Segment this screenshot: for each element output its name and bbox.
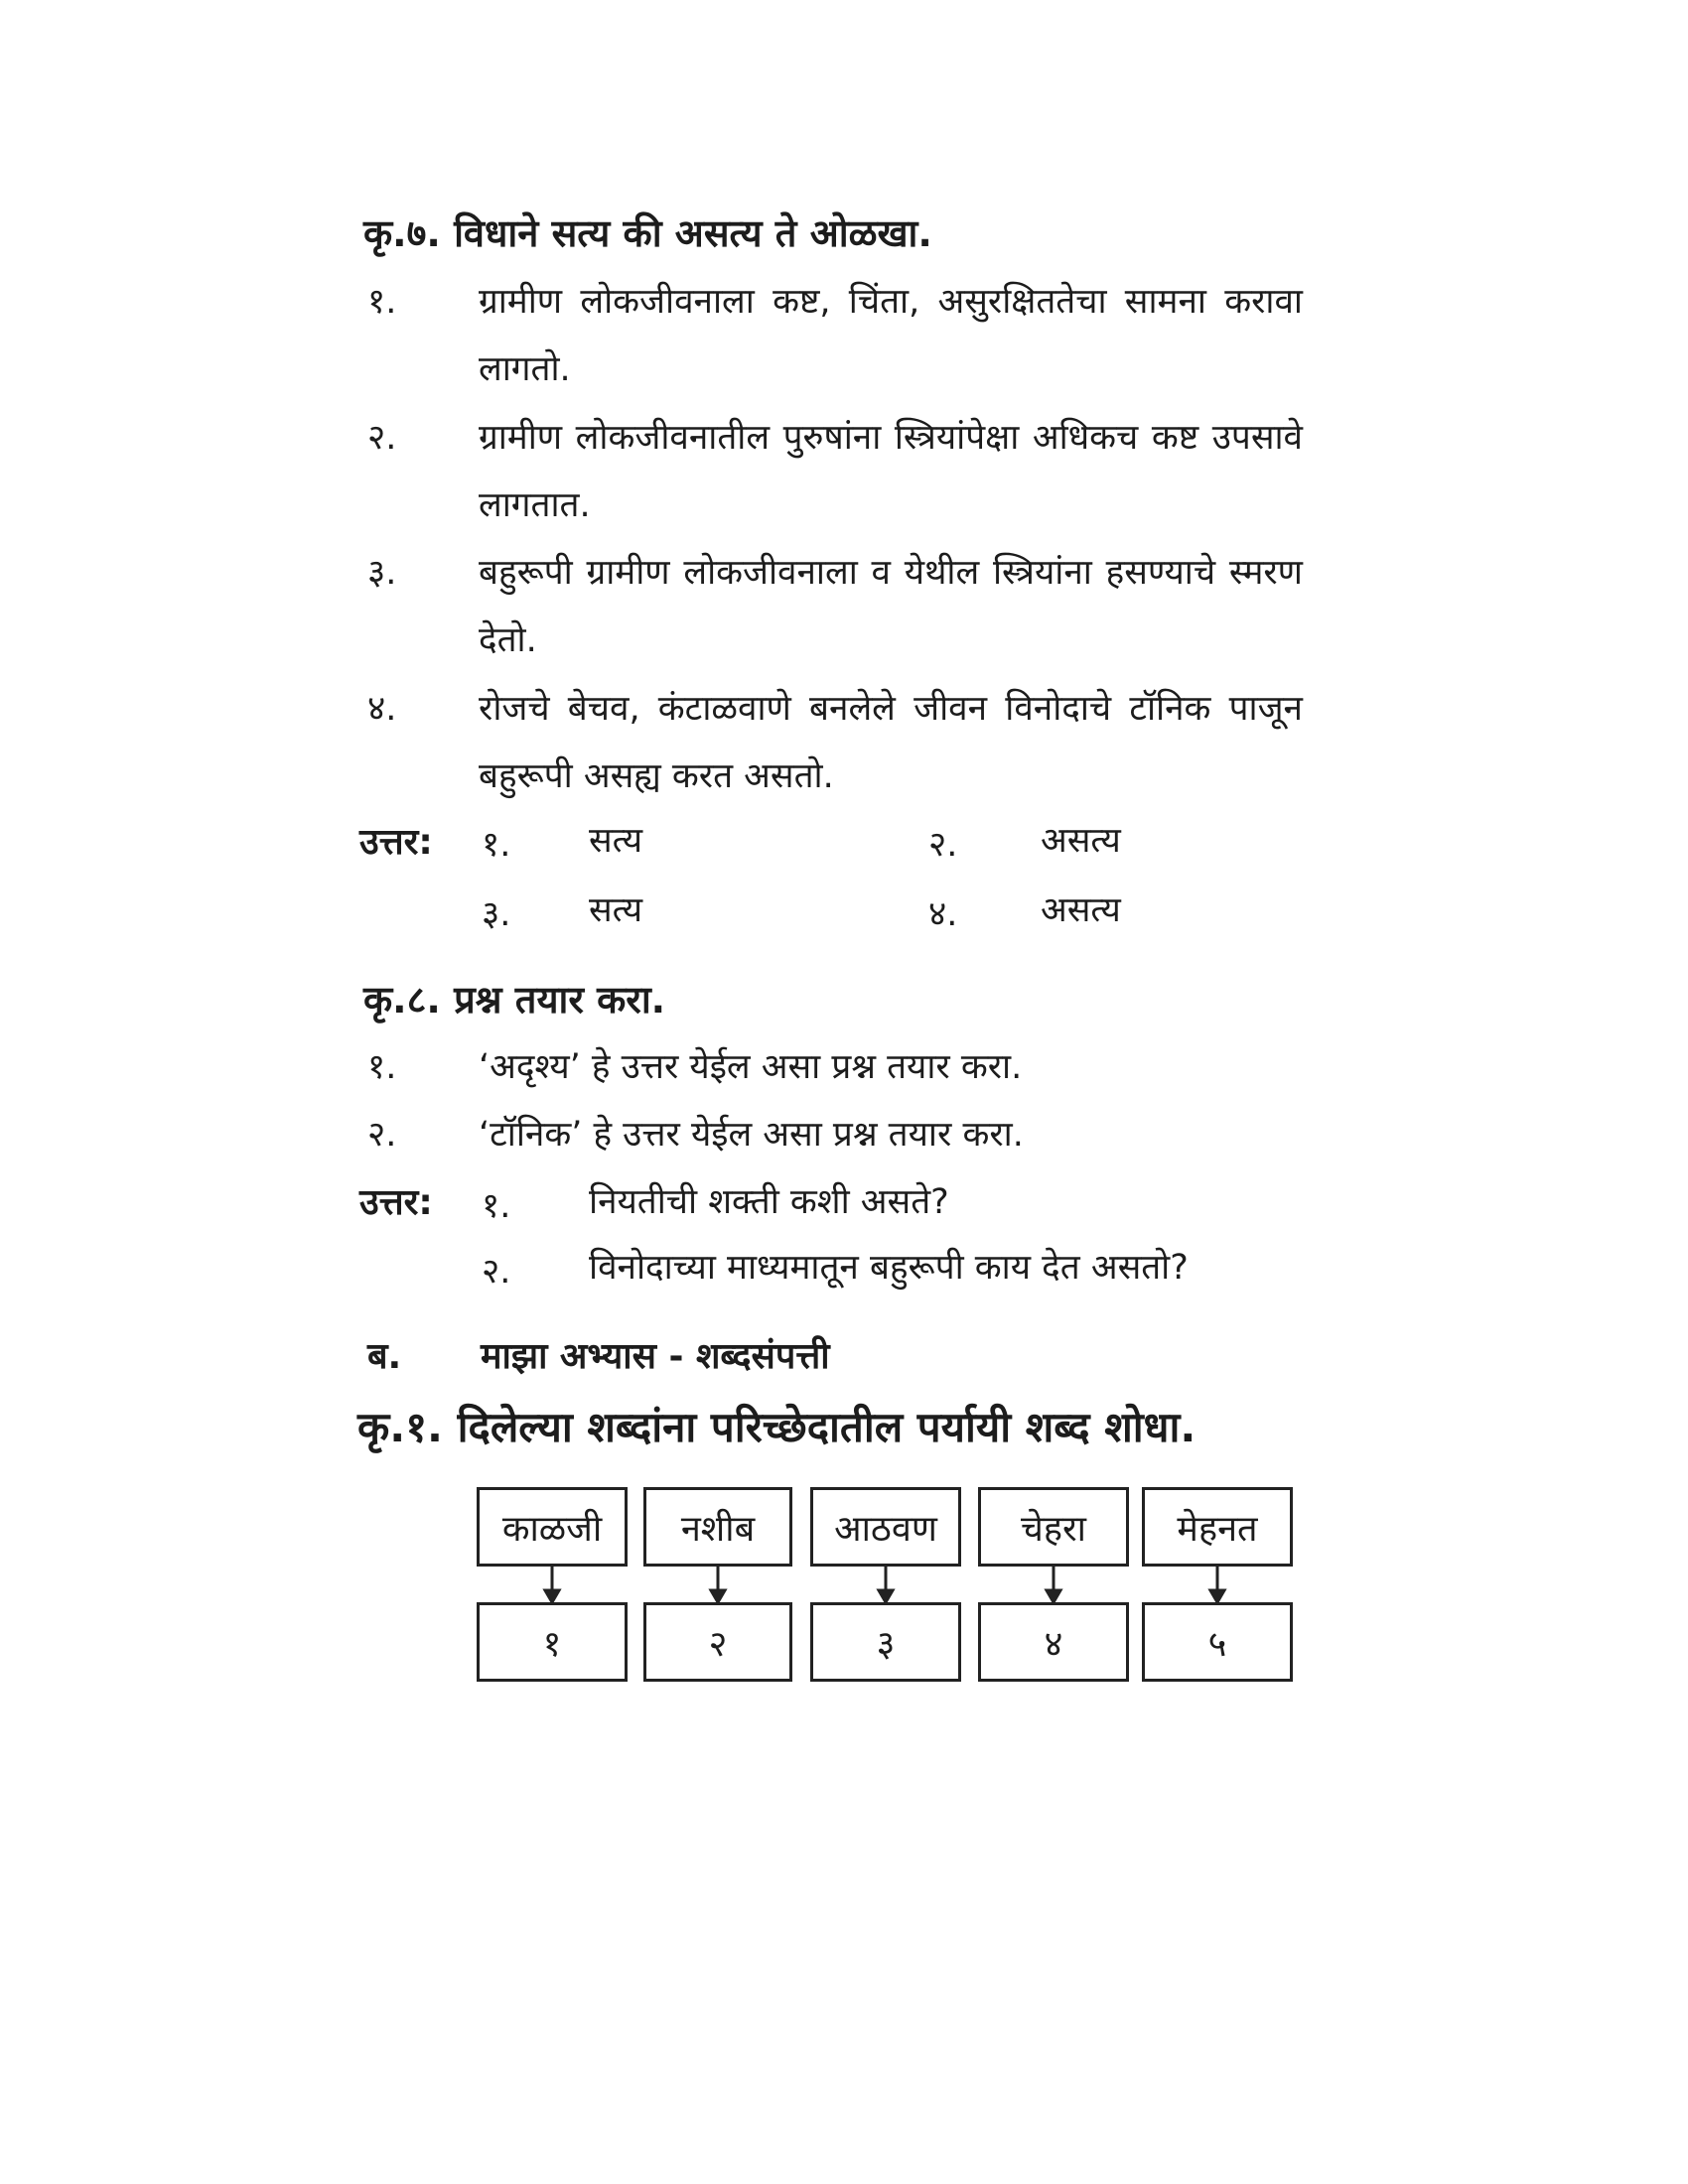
- section-8-number: कृ.८.: [363, 978, 441, 1022]
- answer-label: उत्तर:: [359, 1182, 433, 1223]
- answer-value: सत्य: [589, 890, 643, 930]
- statement-number: २.: [367, 418, 397, 458]
- statement-text: रोजचे बेचव, कंटाळवाणे बनलेले जीवन विनोदाचे टॉनिक पाजून बहुरूपी असह्य करत असतो.: [479, 689, 1303, 796]
- answer-text: विनोदाच्या माध्यमातून बहुरूपी काय देत असतो?: [589, 1248, 1189, 1288]
- answer-box: ४: [978, 1602, 1129, 1682]
- statement-number: १.: [367, 282, 397, 322]
- answer-box: २: [643, 1602, 792, 1682]
- answer-text: नियतीची शक्ती कशी असते?: [589, 1182, 949, 1222]
- answer-value: असत्य: [1041, 890, 1121, 930]
- statement-text: बहुरूपी ग्रामीण लोकजीवनाला व येथील स्त्रियांना हसण्याचे स्मरण देतो.: [479, 553, 1303, 660]
- answer-box: १: [477, 1602, 628, 1682]
- answer-number: १.: [482, 825, 511, 865]
- question-number: १.: [367, 1047, 397, 1087]
- question-number: २.: [367, 1115, 397, 1155]
- answer-box: ३: [810, 1602, 961, 1682]
- statement-number: ३.: [367, 553, 397, 593]
- statement-text: ग्रामीण लोकजीवनाला कष्ट, चिंता, असुरक्षिततेचा सामना करावा लागतो.: [479, 282, 1303, 389]
- word-box: आठवण: [810, 1487, 961, 1567]
- section-7-number: कृ.७.: [363, 211, 441, 255]
- answer-value: सत्य: [589, 821, 643, 861]
- answer-number: २.: [482, 1252, 511, 1292]
- question-text: ‘टॉनिक’ हे उत्तर येईल असा प्रश्न तयार करा.: [479, 1115, 1024, 1155]
- answer-box: ५: [1142, 1602, 1293, 1682]
- section-8-title: प्रश्न तयार करा.: [454, 978, 666, 1022]
- word-box: काळजी: [477, 1487, 628, 1567]
- answer-number: ३.: [482, 894, 511, 934]
- word-box: नशीब: [643, 1487, 792, 1567]
- answer-number: २.: [928, 825, 958, 865]
- question-text: ‘अदृश्य’ हे उत्तर येईल असा प्रश्न तयार करा.: [479, 1047, 1023, 1087]
- section-7-title: विधाने सत्य की असत्य ते ओळखा.: [454, 211, 932, 255]
- answer-value: असत्य: [1041, 821, 1121, 861]
- section-b-label: ब.: [367, 1336, 402, 1377]
- answer-label: उत्तर:: [359, 822, 433, 863]
- answer-number: ४.: [928, 894, 958, 934]
- section-1-title: दिलेल्या शब्दांना परिच्छेदातील पर्यायी शब्द शोधा.: [457, 1403, 1196, 1451]
- word-box: मेहनत: [1142, 1487, 1293, 1567]
- word-box: चेहरा: [978, 1487, 1129, 1567]
- statement-text: ग्रामीण लोकजीवनातील पुरुषांना स्त्रियांपेक्षा अधिकच कष्ट उपसावे लागतात.: [479, 418, 1303, 525]
- statement-number: ४.: [367, 689, 397, 729]
- section-1-number: कृ.१.: [357, 1403, 444, 1451]
- section-b-title: माझा अभ्यास - शब्दसंपत्ती: [481, 1336, 830, 1377]
- answer-number: १.: [482, 1186, 511, 1226]
